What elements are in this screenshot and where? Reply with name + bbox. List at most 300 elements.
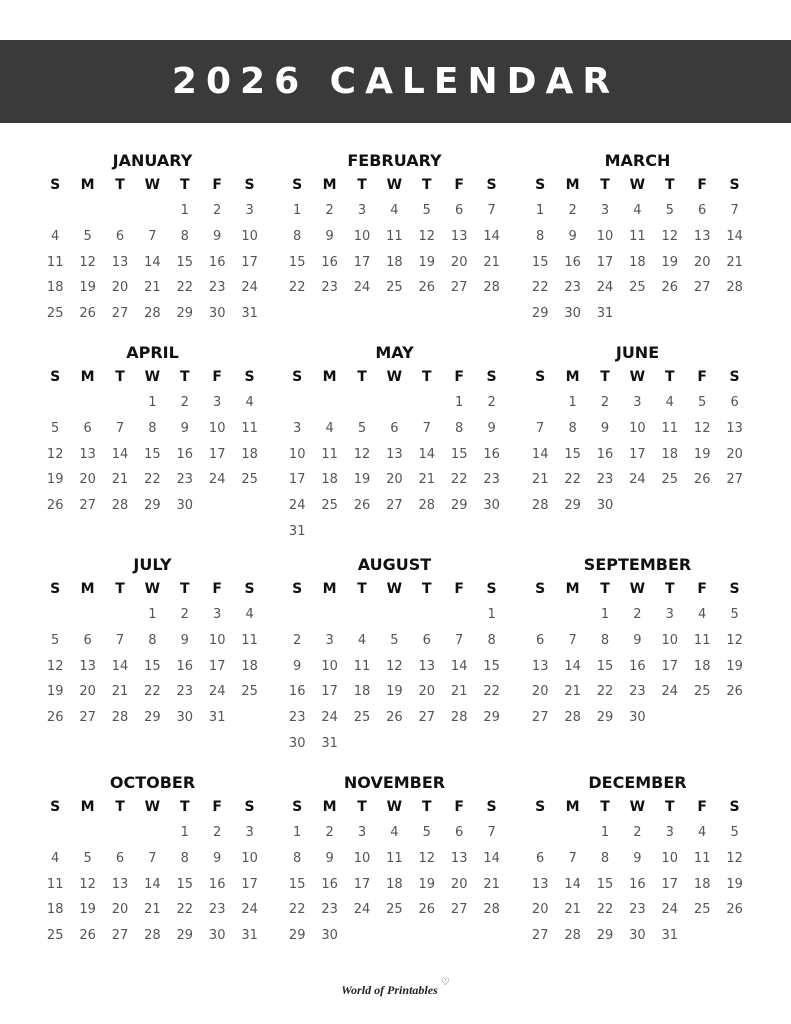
page-title: 2026 CALENDAR xyxy=(171,61,620,102)
date-cell: 11 xyxy=(386,228,403,244)
date-cell: 20 xyxy=(111,902,129,918)
date-cell: 16 xyxy=(483,446,500,462)
date-cell: 9 xyxy=(180,632,189,648)
date-cell: 3 xyxy=(213,395,222,410)
date-cell: 12 xyxy=(386,658,403,674)
date-cell: 19 xyxy=(418,876,436,892)
date-cell: 14 xyxy=(564,876,581,892)
date-cell: 27 xyxy=(450,902,468,918)
weekday-header: W xyxy=(144,581,161,597)
date-cell: 7 xyxy=(148,228,157,244)
weekday-header: S xyxy=(535,177,546,193)
date-cell: 9 xyxy=(213,850,222,866)
date-cell: 13 xyxy=(450,228,468,244)
date-cell: 25 xyxy=(693,684,711,700)
date-cell: 28 xyxy=(564,928,581,944)
date-cell: 21 xyxy=(726,254,743,270)
date-cell: 3 xyxy=(325,632,334,648)
date-cell: 14 xyxy=(144,876,161,892)
date-cell: 9 xyxy=(633,632,642,648)
date-cell: 24 xyxy=(241,902,258,918)
date-cell: 30 xyxy=(208,306,226,322)
date-cell: 28 xyxy=(483,280,500,296)
date-cell: 6 xyxy=(390,420,399,436)
date-cell: 29 xyxy=(450,498,468,514)
date-cell: 20 xyxy=(450,254,468,270)
date-cell: 2 xyxy=(633,607,642,622)
date-cell: 20 xyxy=(79,684,96,700)
date-cell: 2 xyxy=(325,825,334,840)
date-cell: 10 xyxy=(208,420,226,436)
weekday-header: F xyxy=(212,177,222,193)
date-cell: 12 xyxy=(418,228,436,244)
date-cell: 6 xyxy=(115,850,125,866)
weekday-header: W xyxy=(144,799,161,815)
date-cell: 19 xyxy=(79,280,96,296)
date-cell: 22 xyxy=(596,902,614,918)
weekday-header: S xyxy=(729,581,740,597)
date-cell: 29 xyxy=(596,928,614,944)
date-cell: 10 xyxy=(661,850,679,866)
weekday-header: S xyxy=(244,799,255,815)
date-cell: 14 xyxy=(144,254,161,270)
month-title: APRIL xyxy=(126,343,179,362)
date-cell: 11 xyxy=(693,850,711,866)
date-cell: 1 xyxy=(293,203,302,218)
date-cell: 7 xyxy=(487,203,496,218)
weekday-header: M xyxy=(322,177,337,193)
weekday-header: W xyxy=(386,177,403,193)
date-cell: 10 xyxy=(288,446,306,462)
weekday-header: S xyxy=(729,369,740,385)
date-cell: 24 xyxy=(629,472,646,488)
weekday-header: S xyxy=(486,177,497,193)
date-cell: 24 xyxy=(208,684,226,700)
date-cell: 20 xyxy=(450,876,468,892)
date-cell: 28 xyxy=(483,902,500,918)
date-cell: 19 xyxy=(726,658,743,674)
date-cell: 31 xyxy=(661,928,679,944)
date-cell: 26 xyxy=(726,684,743,700)
date-cell: 25 xyxy=(661,472,679,488)
date-cell: 21 xyxy=(483,876,500,892)
weekday-header: T xyxy=(665,369,675,385)
date-cell: 14 xyxy=(483,850,500,866)
date-cell: 11 xyxy=(46,254,64,270)
weekday-header: S xyxy=(486,581,497,597)
date-cell: 11 xyxy=(353,658,371,674)
date-cell: 1 xyxy=(487,607,496,622)
date-cell: 9 xyxy=(180,420,189,436)
date-cell: 22 xyxy=(450,472,468,488)
weekday-header: W xyxy=(386,581,403,597)
date-cell: 4 xyxy=(51,850,60,866)
weekday-header: T xyxy=(600,177,610,193)
date-cell: 4 xyxy=(698,825,707,840)
date-cell: 27 xyxy=(531,928,549,944)
date-cell: 21 xyxy=(144,280,161,296)
date-cell: 17 xyxy=(241,254,258,270)
weekday-header: S xyxy=(50,369,61,385)
weekday-header: T xyxy=(357,177,367,193)
weekday-header: T xyxy=(357,581,367,597)
date-cell: 24 xyxy=(353,902,371,918)
weekday-header: F xyxy=(697,581,707,597)
date-cell: 4 xyxy=(698,607,707,622)
date-cell: 3 xyxy=(633,395,642,410)
date-cell: 15 xyxy=(483,658,500,674)
date-cell: 20 xyxy=(386,472,403,488)
date-cell: 9 xyxy=(568,228,577,244)
date-cell: 19 xyxy=(726,876,743,892)
footer xyxy=(0,977,791,998)
date-cell: 26 xyxy=(79,306,96,322)
date-cell: 30 xyxy=(564,306,581,322)
weekday-header: M xyxy=(322,799,337,815)
date-cell: 23 xyxy=(208,902,226,918)
weekday-header: W xyxy=(144,177,161,193)
date-cell: 11 xyxy=(386,850,403,866)
date-cell: 11 xyxy=(46,876,64,892)
date-cell: 6 xyxy=(422,632,431,648)
date-cell: 8 xyxy=(600,632,610,648)
date-cell: 15 xyxy=(564,446,581,462)
date-cell: 3 xyxy=(293,420,302,436)
date-cell: 18 xyxy=(46,280,64,296)
weekday-header: T xyxy=(115,799,125,815)
date-cell: 29 xyxy=(288,928,306,944)
brand-logo: World of Printables xyxy=(341,983,438,997)
date-cell: 2 xyxy=(633,825,642,840)
date-cell: 18 xyxy=(386,876,403,892)
date-cell: 16 xyxy=(208,876,226,892)
date-cell: 18 xyxy=(629,254,646,270)
date-cell: 24 xyxy=(208,472,226,488)
date-cell: 23 xyxy=(483,472,500,488)
date-cell: 26 xyxy=(726,902,743,918)
date-cell: 8 xyxy=(536,228,545,244)
date-cell: 26 xyxy=(661,280,679,296)
date-cell: 17 xyxy=(208,446,226,462)
date-cell: 15 xyxy=(176,254,194,270)
date-cell: 29 xyxy=(144,710,161,726)
date-cell: 2 xyxy=(180,395,189,410)
date-cell: 25 xyxy=(46,928,64,944)
date-cell: 29 xyxy=(531,306,549,322)
heart-icon: ♡ xyxy=(440,977,450,988)
weekday-header: T xyxy=(665,799,675,815)
date-cell: 27 xyxy=(386,498,403,514)
date-cell: 23 xyxy=(208,280,226,296)
date-cell: 10 xyxy=(241,850,258,866)
weekday-header: M xyxy=(80,799,95,815)
weekday-header: M xyxy=(565,369,580,385)
date-cell: 1 xyxy=(455,395,464,410)
weekday-header: T xyxy=(665,177,675,193)
weekday-header: W xyxy=(629,799,646,815)
weekday-header: F xyxy=(454,799,464,815)
weekday-header: M xyxy=(80,177,95,193)
weekday-header: T xyxy=(180,799,190,815)
date-cell: 4 xyxy=(357,632,367,648)
date-cell: 15 xyxy=(144,658,161,674)
weekday-header: S xyxy=(50,799,61,815)
weekday-header: W xyxy=(144,369,161,385)
date-cell: 14 xyxy=(564,658,581,674)
date-cell: 24 xyxy=(661,684,679,700)
date-cell: 18 xyxy=(241,446,258,462)
date-cell: 24 xyxy=(321,710,338,726)
date-cell: 20 xyxy=(726,446,743,462)
date-cell: 10 xyxy=(353,850,371,866)
date-cell: 15 xyxy=(531,254,549,270)
weekday-header: W xyxy=(386,369,403,385)
date-cell: 21 xyxy=(531,472,549,488)
date-cell: 23 xyxy=(629,684,646,700)
date-cell: 6 xyxy=(698,203,707,218)
date-cell: 22 xyxy=(288,280,306,296)
date-cell: 7 xyxy=(115,632,125,648)
date-cell: 5 xyxy=(83,228,92,244)
date-cell: 17 xyxy=(661,658,679,674)
date-cell: 20 xyxy=(531,902,549,918)
date-cell: 12 xyxy=(353,446,371,462)
date-cell: 3 xyxy=(213,607,222,622)
date-cell: 21 xyxy=(564,902,581,918)
weekday-header: F xyxy=(212,581,222,597)
date-cell: 26 xyxy=(46,498,64,514)
date-cell: 5 xyxy=(422,825,431,840)
date-cell: 4 xyxy=(245,395,254,410)
date-cell: 31 xyxy=(596,306,614,322)
date-cell: 25 xyxy=(629,280,646,296)
date-cell: 11 xyxy=(661,420,679,436)
date-cell: 2 xyxy=(600,395,610,410)
date-cell: 28 xyxy=(418,498,436,514)
date-cell: 25 xyxy=(241,684,258,700)
weekday-header: T xyxy=(600,581,610,597)
date-cell: 23 xyxy=(596,472,614,488)
month-title: OCTOBER xyxy=(109,773,196,792)
date-cell: 12 xyxy=(79,876,96,892)
date-cell: 20 xyxy=(418,684,436,700)
date-cell: 30 xyxy=(629,928,646,944)
date-cell: 15 xyxy=(144,446,161,462)
date-cell: 21 xyxy=(450,684,468,700)
date-cell: 17 xyxy=(353,876,371,892)
date-cell: 21 xyxy=(418,472,436,488)
date-cell: 15 xyxy=(596,658,614,674)
date-cell: 8 xyxy=(455,420,464,436)
date-cell: 22 xyxy=(564,472,581,488)
date-cell: 8 xyxy=(180,850,189,866)
date-cell: 15 xyxy=(288,254,306,270)
date-cell: 13 xyxy=(531,876,549,892)
date-cell: 27 xyxy=(693,280,711,296)
date-cell: 1 xyxy=(180,825,189,840)
date-cell: 6 xyxy=(455,203,464,218)
date-cell: 5 xyxy=(730,607,739,622)
date-cell: 4 xyxy=(633,203,642,218)
date-cell: 5 xyxy=(390,632,399,648)
date-cell: 30 xyxy=(321,928,338,944)
date-cell: 30 xyxy=(176,710,194,726)
weekday-header: S xyxy=(535,799,546,815)
date-cell: 14 xyxy=(483,228,500,244)
weekday-header: M xyxy=(80,581,95,597)
month-title: JUNE xyxy=(615,343,660,362)
date-cell: 12 xyxy=(726,850,743,866)
weekday-header: M xyxy=(565,177,580,193)
date-cell: 23 xyxy=(321,902,338,918)
date-cell: 6 xyxy=(115,228,125,244)
weekday-header: T xyxy=(422,177,432,193)
date-cell: 14 xyxy=(450,658,468,674)
date-cell: 27 xyxy=(531,710,549,726)
date-cell: 7 xyxy=(422,420,431,436)
date-cell: 28 xyxy=(726,280,743,296)
date-cell: 16 xyxy=(629,876,646,892)
date-cell: 5 xyxy=(665,203,674,218)
date-cell: 21 xyxy=(111,684,129,700)
weekday-header: T xyxy=(180,581,190,597)
date-cell: 17 xyxy=(321,684,338,700)
date-cell: 14 xyxy=(111,658,129,674)
weekday-header: W xyxy=(386,799,403,815)
weekday-header: F xyxy=(454,177,464,193)
date-cell: 9 xyxy=(600,420,610,436)
weekday-header: S xyxy=(729,799,740,815)
date-cell: 2 xyxy=(325,203,334,218)
weekday-header: S xyxy=(244,369,255,385)
weekday-header: F xyxy=(454,369,464,385)
date-cell: 7 xyxy=(148,850,157,866)
date-cell: 28 xyxy=(531,498,549,514)
date-cell: 29 xyxy=(564,498,581,514)
date-cell: 3 xyxy=(357,203,367,218)
date-cell: 18 xyxy=(661,446,679,462)
date-cell: 16 xyxy=(321,254,338,270)
date-cell: 21 xyxy=(483,254,500,270)
date-cell: 17 xyxy=(661,876,679,892)
date-cell: 16 xyxy=(321,876,338,892)
date-cell: 3 xyxy=(600,203,610,218)
date-cell: 5 xyxy=(51,420,60,436)
date-cell: 27 xyxy=(111,928,129,944)
date-cell: 30 xyxy=(176,498,194,514)
date-cell: 3 xyxy=(245,825,254,840)
month-title: FEBRUARY xyxy=(347,151,442,170)
date-cell: 18 xyxy=(693,658,711,674)
date-cell: 2 xyxy=(568,203,577,218)
date-cell: 25 xyxy=(386,902,403,918)
date-cell: 29 xyxy=(144,498,161,514)
weekday-header: S xyxy=(486,799,497,815)
date-cell: 7 xyxy=(115,420,125,436)
date-cell: 12 xyxy=(46,658,64,674)
weekday-header: T xyxy=(357,369,367,385)
weekday-header: T xyxy=(115,581,125,597)
weekday-header: M xyxy=(80,369,95,385)
date-cell: 26 xyxy=(418,902,436,918)
date-cell: 16 xyxy=(208,254,226,270)
weekday-header: T xyxy=(422,799,432,815)
date-cell: 24 xyxy=(288,498,306,514)
date-cell: 11 xyxy=(629,228,646,244)
date-cell: 26 xyxy=(418,280,436,296)
date-cell: 22 xyxy=(531,280,549,296)
date-cell: 10 xyxy=(596,228,614,244)
date-cell: 20 xyxy=(111,280,129,296)
date-cell: 16 xyxy=(596,446,614,462)
date-cell: 23 xyxy=(564,280,581,296)
weekday-header: T xyxy=(357,799,367,815)
date-cell: 5 xyxy=(422,203,431,218)
date-cell: 8 xyxy=(148,420,157,436)
date-cell: 16 xyxy=(176,446,194,462)
date-cell: 22 xyxy=(288,902,306,918)
date-cell: 26 xyxy=(386,710,403,726)
date-cell: 25 xyxy=(693,902,711,918)
date-cell: 1 xyxy=(148,395,157,410)
weekday-header: W xyxy=(629,581,646,597)
date-cell: 17 xyxy=(241,876,258,892)
date-cell: 17 xyxy=(629,446,646,462)
date-cell: 25 xyxy=(241,472,258,488)
date-cell: 7 xyxy=(487,825,496,840)
date-cell: 19 xyxy=(418,254,436,270)
date-cell: 2 xyxy=(213,203,222,218)
weekday-header: S xyxy=(729,177,740,193)
date-cell: 19 xyxy=(661,254,679,270)
date-cell: 18 xyxy=(386,254,403,270)
date-cell: 27 xyxy=(450,280,468,296)
weekday-header: T xyxy=(422,581,432,597)
date-cell: 31 xyxy=(288,524,306,539)
date-cell: 8 xyxy=(293,850,302,866)
date-cell: 9 xyxy=(487,420,496,436)
date-cell: 22 xyxy=(483,684,500,700)
date-cell: 21 xyxy=(144,902,161,918)
date-cell: 14 xyxy=(726,228,743,244)
date-cell: 2 xyxy=(213,825,222,840)
date-cell: 12 xyxy=(726,632,743,648)
date-cell: 7 xyxy=(455,632,464,648)
weekday-header: F xyxy=(697,177,707,193)
weekday-header: S xyxy=(244,177,255,193)
date-cell: 3 xyxy=(665,825,674,840)
date-cell: 27 xyxy=(418,710,436,726)
date-cell: 13 xyxy=(450,850,468,866)
date-cell: 8 xyxy=(180,228,189,244)
date-cell: 28 xyxy=(111,710,129,726)
date-cell: 10 xyxy=(241,228,258,244)
date-cell: 3 xyxy=(245,203,254,218)
weekday-header: S xyxy=(486,369,497,385)
date-cell: 9 xyxy=(293,658,302,674)
date-cell: 29 xyxy=(176,306,194,322)
date-cell: 4 xyxy=(325,420,334,436)
weekday-header: T xyxy=(115,177,125,193)
date-cell: 9 xyxy=(213,228,222,244)
date-cell: 16 xyxy=(288,684,306,700)
date-cell: 8 xyxy=(487,632,496,648)
date-cell: 31 xyxy=(241,306,258,322)
date-cell: 29 xyxy=(483,710,500,726)
date-cell: 8 xyxy=(568,420,577,436)
weekday-header: S xyxy=(292,177,303,193)
weekday-header: F xyxy=(212,799,222,815)
